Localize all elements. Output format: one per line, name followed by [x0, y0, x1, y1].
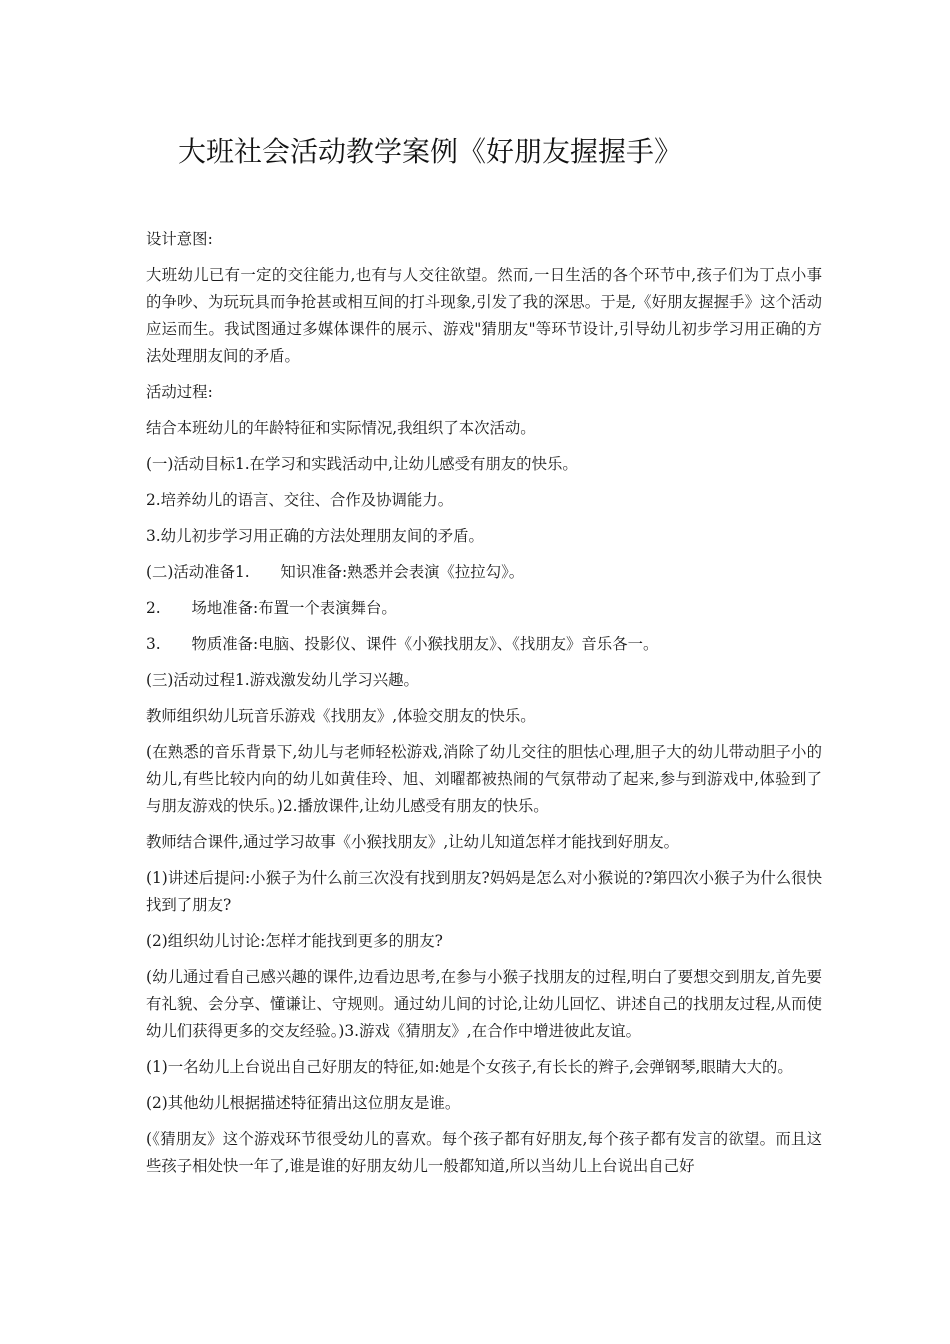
paragraph-step-2-detail: 教师结合课件,通过学习故事《小猴找朋友》,让幼儿知道怎样才能找到好朋友。 [146, 833, 680, 851]
paragraph-goal-2: 2.培养幼儿的语言、交往、合作及协调能力。 [146, 491, 454, 509]
paragraph-process-heading: 活动过程: [146, 383, 213, 401]
paragraph-game-rule-2: (2)其他幼儿根据描述特征猜出这位朋友是谁。 [146, 1094, 461, 1112]
paragraph-step-1: (三)活动过程1.游戏激发幼儿学习兴趣。 [146, 671, 419, 689]
document-title: 大班社会活动教学案例《好朋友握握手》 [178, 135, 683, 168]
paragraph-design-intent-heading: 设计意图: [146, 230, 213, 248]
document-body [146, 226, 822, 1189]
paragraph-goal-3: 3.幼儿初步学习用正确的方法处理朋友间的矛盾。 [146, 527, 484, 545]
paragraph-intro: 结合本班幼儿的年龄特征和实际情况,我组织了本次活动。 [146, 419, 536, 437]
paragraph-prep-3: 3. 物质准备:电脑、投影仪、课件《小猴找朋友》、《找朋友》音乐各一。 [146, 635, 659, 653]
paragraph-game-note: (《猜朋友》这个游戏环节很受幼儿的喜欢。每个孩子都有好朋友,每个孩子都有发言的欲望。而且这些孩子相处快一年了,谁是谁的好朋友幼儿一般都知道,所以当幼儿上台说出自己好 [146, 1130, 822, 1175]
paragraph-step-1-detail: 教师组织幼儿玩音乐游戏《找朋友》,体验交朋友的快乐。 [146, 707, 536, 725]
paragraph-prep-1: (二)活动准备1. 知识准备:熟悉并会表演《拉拉勾》。 [146, 563, 525, 581]
paragraph-design-intent: 大班幼儿已有一定的交往能力,也有与人交往欲望。然而,一日生活的各个环节中,孩子们为丁点小事的争吵、为玩玩具而争抢甚或相互间的打斗现象,引发了我的深思。于是,《好朋友握握手》这个活动应运而生。我试图通过多媒体课件的展示、游戏"猜朋友"等环节设计,引导幼儿初步学习用正确的方法处理朋友间的矛盾。 [146, 266, 822, 365]
paragraph-question-1: (1)讲述后提问:小猴子为什么前三次没有找到朋友?妈妈是怎么对小猴说的?第四次小猴子为什么很快找到了朋友? [146, 869, 822, 914]
paragraph-step-2-note: (幼儿通过看自己感兴趣的课件,边看边思考,在参与小猴子找朋友的过程,明白了要想交到朋友,首先要有礼貌、会分享、懂谦让、守规则。通过幼儿间的讨论,让幼儿回忆、讲述自己的找朋友过程,从而使幼儿们获得更多的交友经验。)3.游戏《猜朋友》,在合作中增进彼此友谊。 [146, 968, 822, 1040]
paragraph-step-1-note: (在熟悉的音乐背景下,幼儿与老师轻松游戏,消除了幼儿交往的胆怯心理,胆子大的幼儿带动胆子小的幼儿,有些比较内向的幼儿如黄佳玲、旭、刘曜都被热闹的气氛带动了起来,参与到游戏中,体验到了与朋友游戏的快乐。)2.播放课件,让幼儿感受有朋友的快乐。 [146, 743, 822, 815]
paragraph-question-2: (2)组织幼儿讨论:怎样才能找到更多的朋友? [146, 932, 443, 950]
paragraph-goal-1: (一)活动目标1.在学习和实践活动中,让幼儿感受有朋友的快乐。 [146, 455, 578, 473]
paragraph-prep-2: 2. 场地准备:布置一个表演舞台。 [146, 599, 397, 617]
paragraph-game-rule-1: (1)一名幼儿上台说出自己好朋友的特征,如:她是个女孩子,有长长的辫子,会弹钢琴,眼睛大大的。 [146, 1058, 793, 1076]
